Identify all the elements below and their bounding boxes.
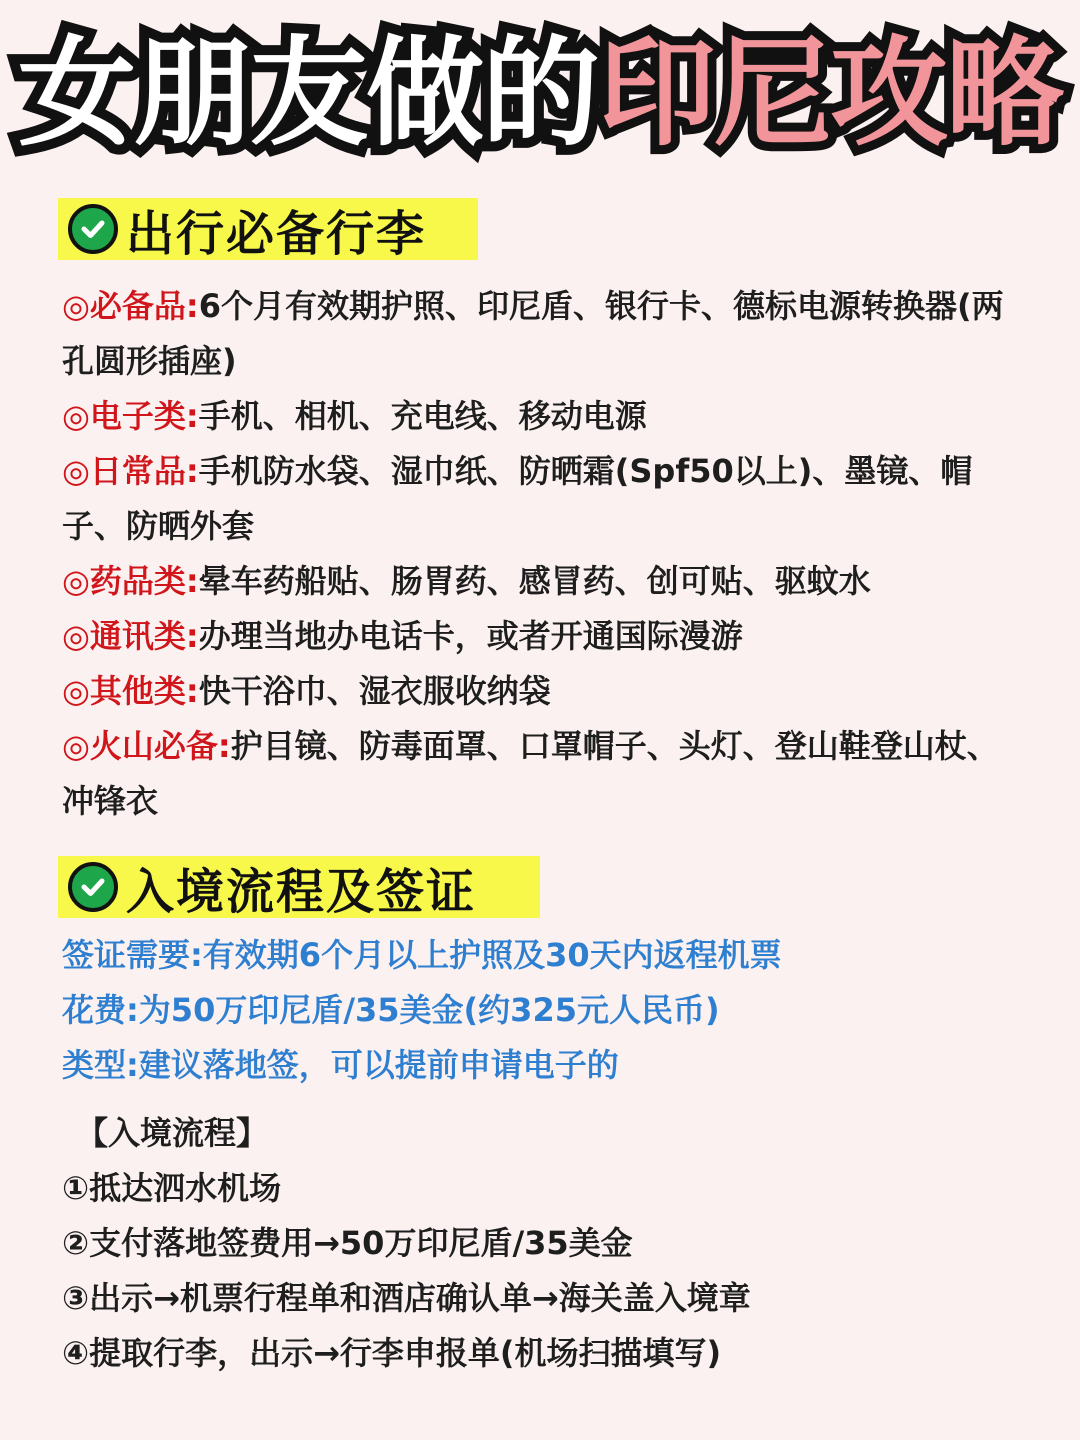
entry-flow [62, 1106, 1042, 1381]
visa-line: 签证需要:有效期6个月以上护照及30天内返程机票 [62, 936, 782, 974]
list-item: ◎必备品:6个月有效期护照、印尼盾、银行卡、德标电源转换器(两孔圆形插座) [62, 287, 1004, 380]
check-icon [68, 862, 118, 912]
check-icon [68, 204, 118, 254]
section-heading-luggage [58, 198, 478, 260]
flow-title: 【入境流程】 [76, 1114, 269, 1152]
list-item: ◎电子类:手机、相机、充电线、移动电源 [62, 397, 647, 435]
list-item: ◎其他类:快干浴巾、湿衣服收纳袋 [62, 672, 551, 710]
visa-line: 花费:为50万印尼盾/35美金(约325元人民币) [62, 991, 720, 1029]
title-part1: 女朋友做的 [17, 24, 598, 162]
luggage-list [62, 279, 1022, 829]
circle-marker-icon: ◎ [62, 727, 90, 765]
list-item: ◎火山必备:护目镜、防毒面罩、口罩帽子、头灯、登山鞋登山杖、冲锋衣 [62, 727, 999, 820]
flow-step: ①抵达泗水机场 [62, 1169, 282, 1207]
circle-marker-icon: ◎ [62, 617, 90, 655]
flow-step: ③出示→机票行程单和酒店确认单→海关盖入境章 [62, 1279, 751, 1317]
visa-info [62, 928, 1042, 1093]
circle-marker-icon: ◎ [62, 397, 90, 435]
title-part2: 印尼攻略 [598, 24, 1063, 162]
circle-marker-icon: ◎ [62, 672, 90, 710]
section-title: 入境流程及签证 [126, 863, 477, 920]
list-item: ◎药品类:晕车药船贴、肠胃药、感冒药、创可贴、驱蚊水 [62, 562, 871, 600]
visa-line: 类型:建议落地签，可以提前申请电子的 [62, 1046, 619, 1084]
flow-step: ④提取行李，出示→行李申报单(机场扫描填写) [62, 1334, 722, 1372]
section-heading-entry [58, 856, 540, 918]
circle-marker-icon: ◎ [62, 287, 90, 325]
list-item: ◎通讯类:办理当地办电话卡，或者开通国际漫游 [62, 617, 743, 655]
page-title [0, 18, 1080, 168]
circle-marker-icon: ◎ [62, 452, 90, 490]
list-item: ◎日常品:手机防水袋、湿巾纸、防晒霜(Spf50以上)、墨镜、帽子、防晒外套 [62, 452, 973, 545]
flow-step: ②支付落地签费用→50万印尼盾/35美金 [62, 1224, 633, 1262]
section-title: 出行必备行李 [126, 205, 427, 262]
circle-marker-icon: ◎ [62, 562, 90, 600]
